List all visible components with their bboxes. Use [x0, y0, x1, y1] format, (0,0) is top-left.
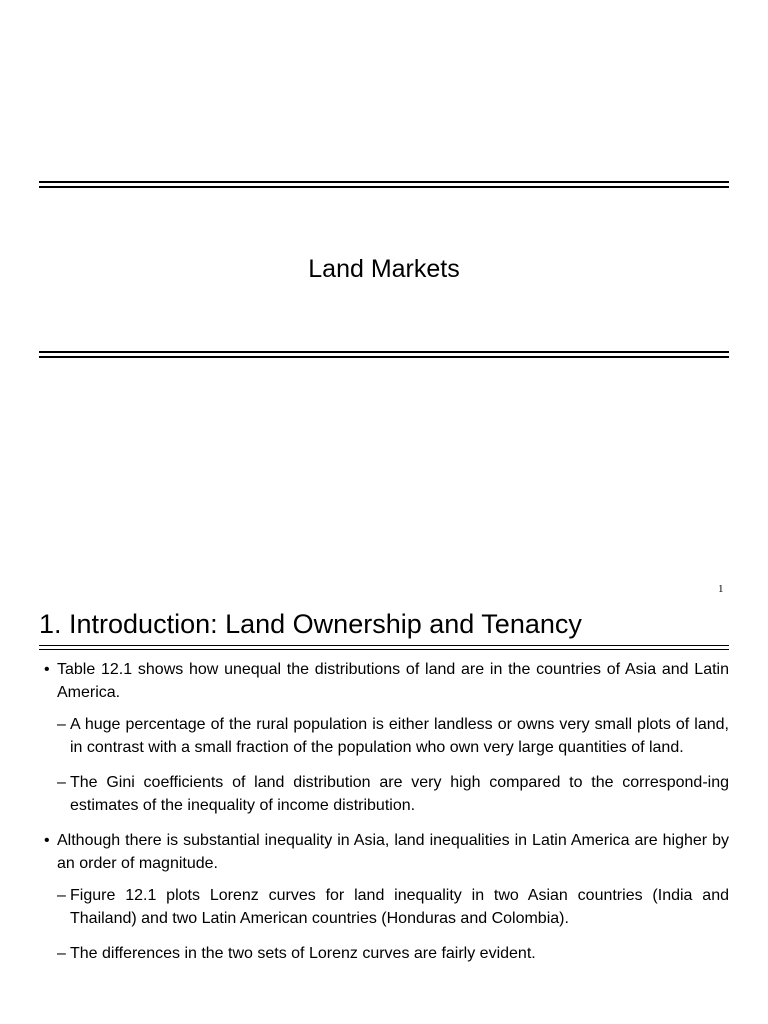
page-number: 1: [718, 583, 724, 595]
sub-bullet-text: The differences in the two sets of Lorenz curves are fairly evident.: [70, 945, 536, 962]
bullet-item: [44, 658, 729, 704]
title-bottom-rule-outer: [39, 351, 729, 353]
title-bottom-rule-inner: [39, 356, 729, 358]
slide-title: Land Markets: [308, 255, 460, 283]
sub-bullet-text: A huge percentage of the rural population is either landless or owns very small plots of land, in contrast with a small fraction of the population who own very large quantities of land.: [70, 716, 729, 756]
dash-icon: –: [57, 945, 66, 962]
dash-icon: –: [57, 716, 66, 733]
bullet-dot-icon: •: [44, 832, 50, 849]
title-top-rule-inner: [39, 186, 729, 188]
sub-bullet-text: The Gini coefficients of land distribution are very high compared to the correspond-ing estimates of the inequality of income distribution.: [70, 774, 729, 814]
sub-bullet-item: [57, 884, 729, 930]
sub-bullet-item: [57, 942, 729, 965]
title-top-rule-outer: [39, 181, 729, 183]
sub-bullet-item: [57, 771, 729, 817]
bullet-dot-icon: •: [44, 661, 50, 678]
bullet-text: Although there is substantial inequality in Asia, land inequalities in Latin America are higher by an order of magnitude.: [57, 832, 729, 872]
section-heading: 1. Introduction: Land Ownership and Tenancy: [39, 609, 582, 639]
sub-bullet-item: [57, 713, 729, 759]
slide-body: [44, 658, 729, 965]
heading-rule-lower: [39, 649, 729, 650]
bullet-item: [44, 829, 729, 875]
dash-icon: –: [57, 887, 66, 904]
bullet-text: Table 12.1 shows how unequal the distributions of land are in the countries of Asia and Latin America.: [57, 661, 729, 701]
sub-bullet-text: Figure 12.1 plots Lorenz curves for land inequality in two Asian countries (India and Thailand) and two Latin American countries (Honduras and Colombia).: [70, 887, 729, 927]
heading-rule-upper: [39, 645, 729, 646]
dash-icon: –: [57, 774, 66, 791]
